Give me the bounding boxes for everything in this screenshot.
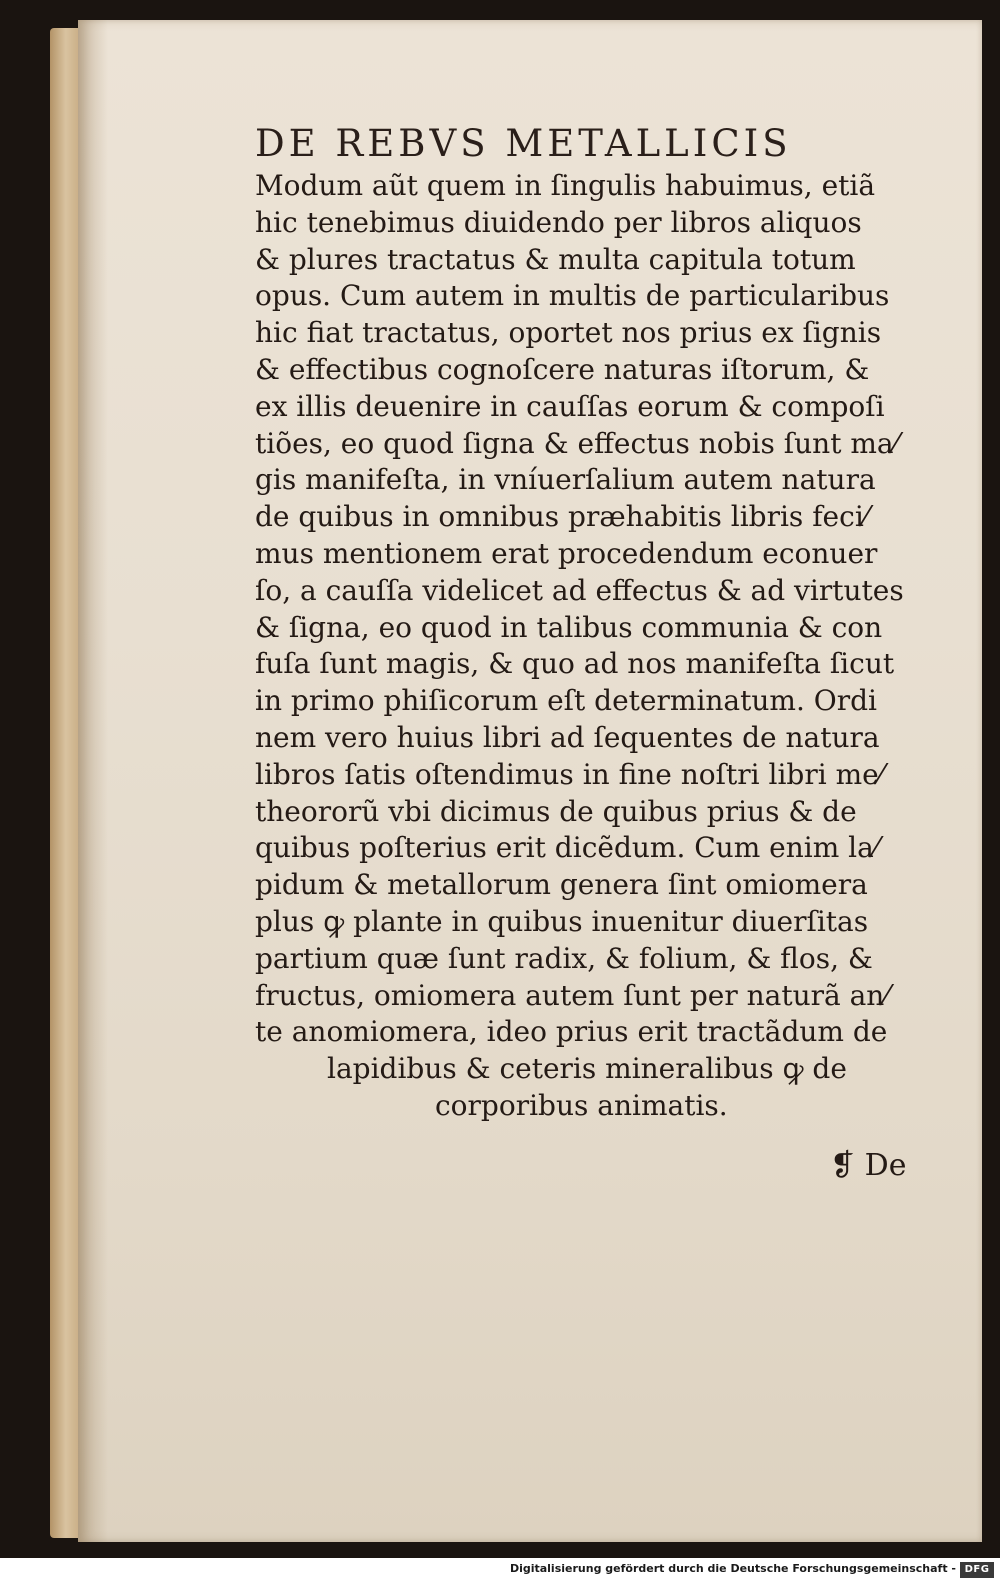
text-line: corporibus animatis. (435, 1088, 728, 1122)
text-line: & ſigna, eo quod in talibus communia & con (255, 610, 883, 644)
text-line: theororũ vbi dicimus de quibus prius & de (255, 794, 857, 828)
text-line: in primo phiſicorum eſt determinatum. Ordi (255, 684, 877, 718)
text-line: libros ſatis oſtendimus in fine noſtri libri me⁄ (255, 757, 884, 791)
page-spine-shadow (78, 20, 108, 1542)
text-line: Modum aũt quem in ſingulis habuimus, etiã (255, 169, 876, 202)
text-line: mus mentionem erat procedendum econuer (255, 536, 878, 570)
text-line: nem vero huius libri ad ſequentes de natura (255, 720, 880, 754)
catchword: ❡ De (830, 1148, 907, 1183)
text-line: ex illis deuenire in cauſſas eorum & compoſi (255, 389, 885, 423)
text-line: opus. Cum autem in multis de particularibus (255, 279, 890, 313)
footer-credit: Digitalisierung gefördert durch die Deutsche Forschungsgemeinschaft - (509, 1562, 956, 1575)
text-line: te anomiomera, ideo prius erit tractãdum de (255, 1015, 888, 1049)
text-line: quibus poſterius erit dicẽdum. Cum enim la⁄ (255, 831, 879, 865)
text-line: plus ꝙ plante in quibus inuenitur diuerſitas (255, 904, 869, 938)
text-line: fuſa ſunt magis, & quo ad nos manifeſta ſicut (255, 647, 895, 681)
text-line: hic fiat tractatus, oportet nos prius ex ſignis (255, 316, 882, 350)
text-line: gis manifeſta, in vníuerſalium autem natura (255, 463, 876, 497)
body-text (255, 168, 935, 1125)
text-line: hic tenebimus diuidendo per libros aliquos (255, 205, 862, 239)
text-line: pidum & metallorum genera ſint omiomera (255, 868, 868, 902)
text-line: & plures tractatus & multa capitula totum (255, 242, 856, 276)
text-line: tiões, eo quod ſigna & effectus nobis ſunt ma⁄ (255, 426, 899, 460)
text-line: ſo, a cauſſa videlicet ad effectus & ad virtutes (255, 573, 904, 607)
text-line: & effectibus cognoſcere naturas iſtorum, & (255, 352, 870, 386)
text-line: fructus, omiomera autem ſunt per naturã an⁄ (255, 978, 889, 1012)
dfg-logo-icon: DFG (960, 1562, 994, 1578)
text-line: partium quæ ſunt radix, & folium, & flos, & (255, 941, 873, 975)
running-head: DE REBVS METALLICIS (255, 122, 792, 165)
text-line: de quibus in omnibus præhabitis libris feci⁄ (255, 500, 869, 534)
text-line: lapidibus & ceteris mineralibus ꝙ de (327, 1052, 847, 1086)
